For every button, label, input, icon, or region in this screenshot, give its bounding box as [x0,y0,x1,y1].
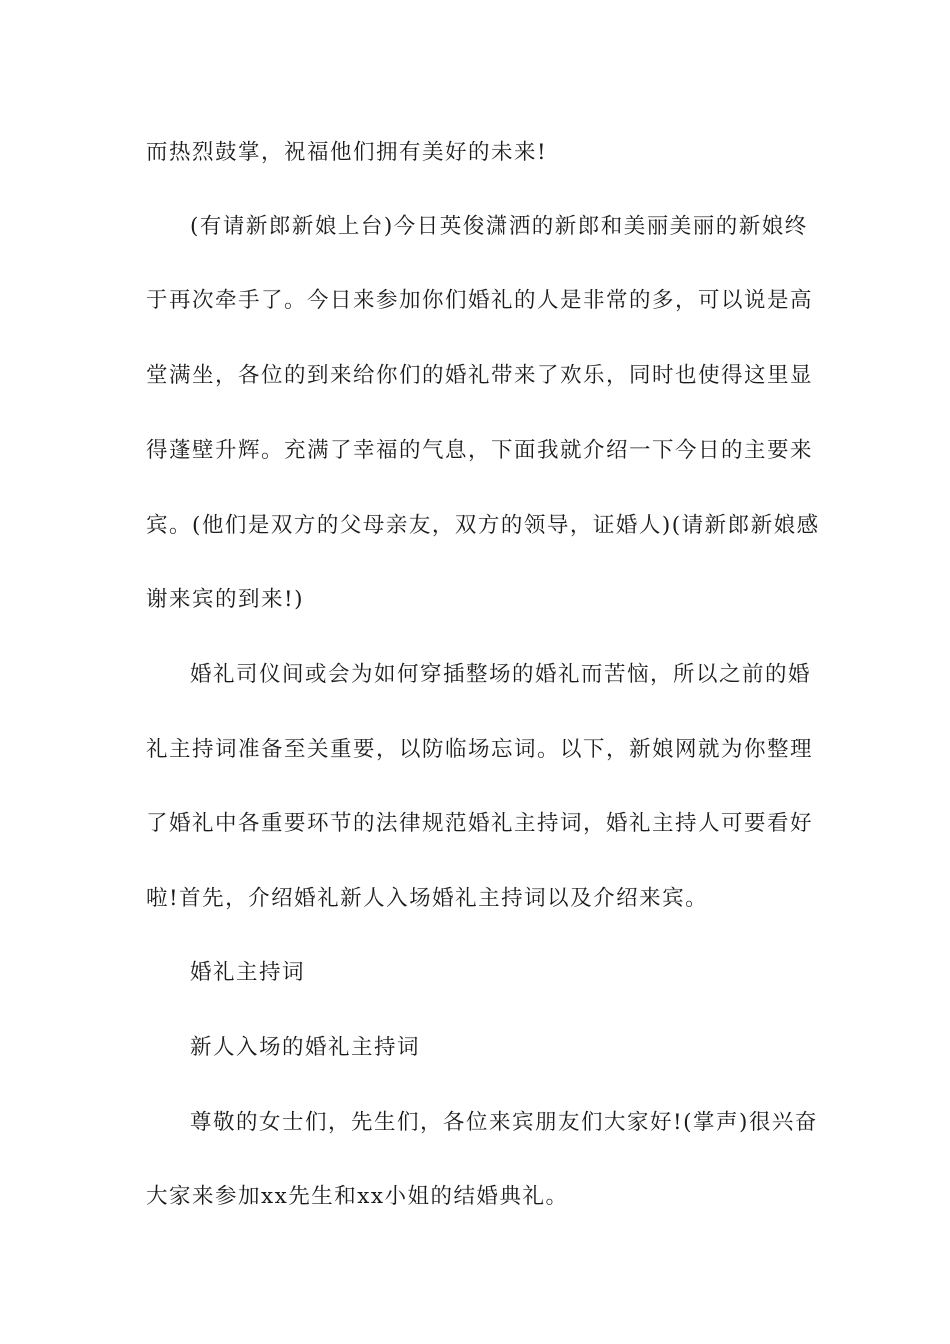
paragraph-start: 婚礼司仪间或会为如何穿插整场的婚礼而苦恼，所以之前的婚 [190,662,812,687]
text-line: 谢来宾的到来!) [146,587,305,612]
section-heading: 婚礼主持词 [190,960,306,985]
text-line: 了婚礼中各重要环节的法律规范婚礼主持词，婚礼主持人可要看好 [146,811,814,836]
text-line: 宾。(他们是双方的父母亲友，双方的领导，证婚人)(请新郎新娘感 [146,513,820,538]
paragraph-start: 尊敬的女士们，先生们，各位来宾朋友们大家好!(掌声)很兴奋 [190,1110,818,1135]
text-line: 礼主持词准备至关重要，以防临场忘词。以下，新娘网就为你整理 [146,737,814,762]
text-line: 堂满坐，各位的到来给你们的婚礼带来了欢乐，同时也使得这里显 [146,363,814,388]
text-line: 啦!首先，介绍婚礼新人入场婚礼主持词以及介绍来宾。 [146,886,709,911]
text-line: 大家来参加xx先生和xx小姐的结婚典礼。 [146,1184,569,1209]
section-subheading: 新人入场的婚礼主持词 [190,1035,421,1060]
text-line: 于再次牵手了。今日来参加你们婚礼的人是非常的多，可以说是高 [146,288,814,313]
text-line: 而热烈鼓掌，祝福他们拥有美好的未来! [146,140,548,165]
text-line: 得蓬壁升辉。充满了幸福的气息，下面我就介绍一下今日的主要来 [146,438,814,463]
paragraph-start: (有请新郎新娘上台)今日英俊潇洒的新郎和美丽美丽的新娘终 [190,214,808,239]
